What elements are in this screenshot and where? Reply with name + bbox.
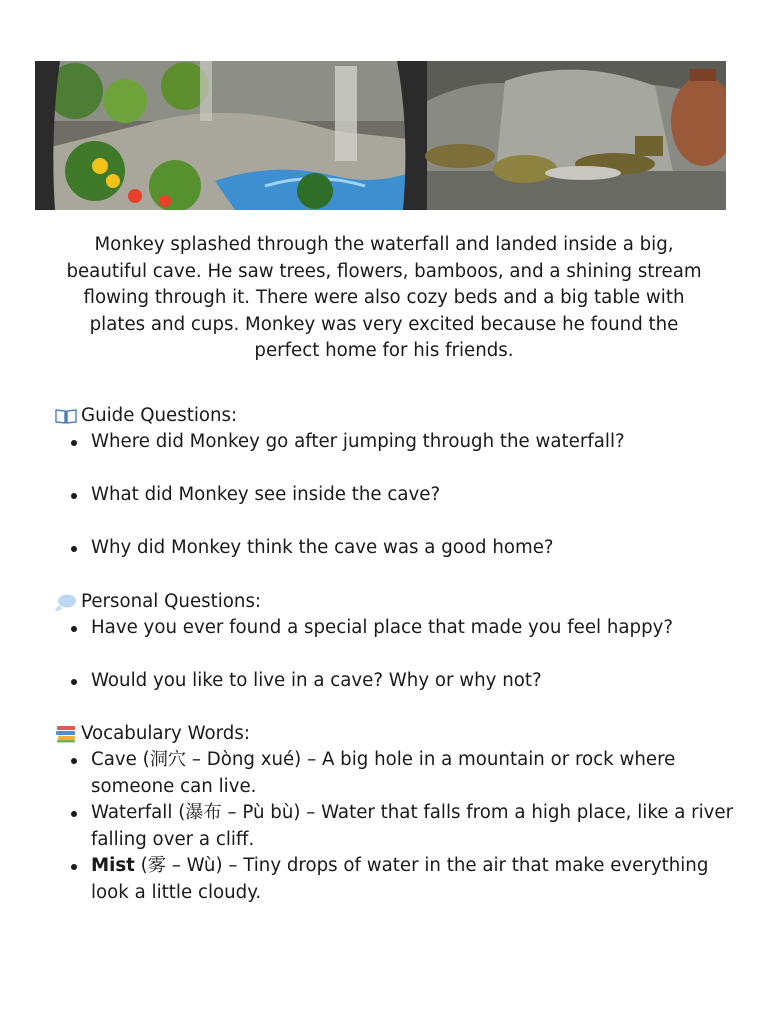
guide-questions-heading: [55, 403, 735, 429]
guide-questions-list: [55, 429, 735, 562]
vocabulary-term: Cave: [91, 749, 137, 770]
thought-bubble-icon: [55, 593, 77, 611]
personal-questions-heading: [55, 589, 735, 615]
vocabulary-item-cave: [91, 747, 735, 800]
vocabulary-definition: (瀑布 – Pù bù) – Water that falls from a high place, like a river falling over a cliff.: [91, 802, 734, 850]
vocabulary-item-waterfall: [91, 800, 735, 853]
story-paragraph: Monkey splashed through the waterfall and landed inside a big, beautiful cave. He saw trees, flowers, bamboos, and a shining stream flowing through it. There were also cozy beds and a big table with plates and cups. Monkey was very excited because he found the perfect home for his friends.: [66, 234, 702, 361]
vocabulary-item-mist: [91, 853, 735, 906]
books-icon: [55, 725, 77, 743]
vocabulary-term: Waterfall: [91, 802, 173, 823]
vocabulary-definition: (雾 – Wù) – Tiny drops of water in the air that make everything look a little cloudy.: [91, 855, 709, 903]
vocabulary-section: [55, 721, 735, 906]
list-item: What did Monkey see inside the cave?: [91, 482, 735, 509]
vocabulary-title: Vocabulary Words:: [81, 723, 250, 744]
personal-questions-list: [55, 615, 735, 695]
list-item: Where did Monkey go after jumping through the waterfall?: [91, 429, 735, 456]
list-item: Why did Monkey think the cave was a good home?: [91, 535, 735, 562]
vocabulary-list: [55, 747, 735, 906]
open-book-icon: [55, 407, 77, 425]
list-item: Have you ever found a special place that made you feel happy?: [91, 615, 735, 642]
vocabulary-definition: (洞穴 – Dòng xué) – A big hole in a mountain or rock where someone can live.: [91, 749, 676, 797]
vocabulary-heading: [55, 721, 735, 747]
guide-questions-section: [55, 403, 735, 562]
vocabulary-term: Mist: [91, 855, 135, 876]
list-item: Would you like to live in a cave? Why or why not?: [91, 668, 735, 695]
personal-questions-title: Personal Questions:: [81, 591, 262, 612]
story-illustration: [35, 61, 726, 210]
personal-questions-section: [55, 589, 735, 695]
guide-questions-title: Guide Questions:: [81, 405, 238, 426]
